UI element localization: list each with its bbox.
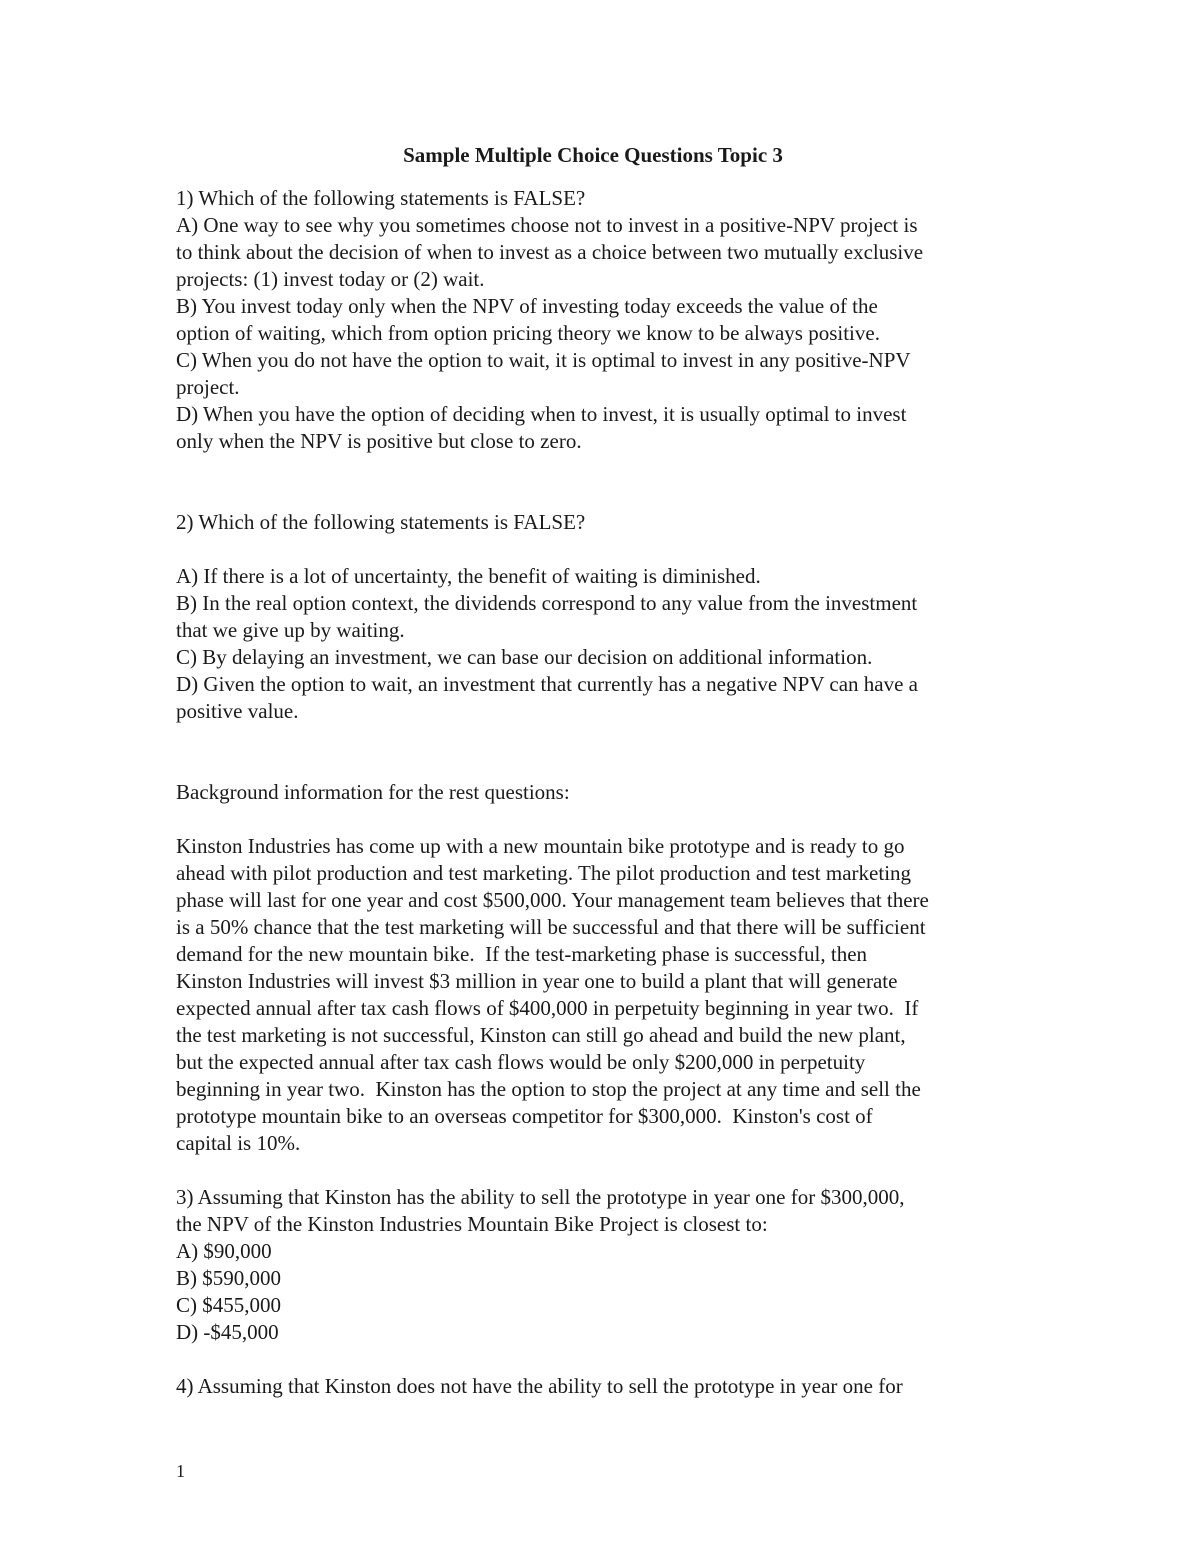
question-2-option-a [176, 563, 1036, 590]
option-d-line: only when the NPV is positive but close to zero. [176, 429, 582, 453]
question-2-option-d [176, 671, 1036, 725]
background-paragraph [176, 833, 1036, 1157]
question-1-option-b [176, 293, 1036, 347]
question-3-stem: the NPV of the Kinston Industries Mountain Bike Project is closest to: [176, 1212, 768, 1236]
option-a-line: A) One way to see why you sometimes choose not to invest in a positive-NPV project is [176, 213, 918, 237]
paragraph-line: capital is 10%. [176, 1131, 301, 1155]
page-title: Sample Multiple Choice Questions Topic 3 [403, 143, 783, 167]
paragraph-line: demand for the new mountain bike. If the test-marketing phase is successful, then [176, 942, 868, 966]
question-3-option-c: C) $455,000 [176, 1293, 281, 1317]
question-4 [176, 1373, 1036, 1400]
question-3-option-b: B) $590,000 [176, 1266, 281, 1290]
option-d-line: D) Given the option to wait, an investment that currently has a negative NPV can have a [176, 672, 918, 696]
question-3-option-a: A) $90,000 [176, 1239, 272, 1263]
option-a-line: to think about the decision of when to invest as a choice between two mutually exclusive [176, 240, 924, 264]
spacer [176, 725, 1036, 779]
option-c-line: project. [176, 375, 240, 399]
question-1-stem: 1) Which of the following statements is FALSE? [176, 186, 586, 210]
spacer [176, 1157, 1036, 1184]
paragraph-line: the test marketing is not successful, Kinston can still go ahead and build the new plant, [176, 1023, 906, 1047]
paragraph-line: ahead with pilot production and test marketing. The pilot production and test marketing [176, 861, 912, 885]
question-1-option-a [176, 212, 1036, 293]
question-4-stem: 4) Assuming that Kinston does not have the ability to sell the prototype in year one for [176, 1374, 903, 1398]
option-c-line: C) By delaying an investment, we can base our decision on additional information. [176, 645, 873, 669]
spacer [176, 806, 1036, 833]
option-d-line: D) When you have the option of deciding when to invest, it is usually optimal to invest [176, 402, 907, 426]
option-c-line: C) When you do not have the option to wait, it is optimal to invest in any positive-NPV [176, 348, 911, 372]
question-3-option-d: D) -$45,000 [176, 1320, 279, 1344]
question-1-option-c [176, 347, 1036, 401]
page-content [176, 142, 1036, 1400]
spacer [176, 455, 1036, 509]
question-2-option-c [176, 644, 1036, 671]
option-b-line: option of waiting, which from option pricing theory we know to be always positive. [176, 321, 880, 345]
option-a-line: A) If there is a lot of uncertainty, the benefit of waiting is diminished. [176, 564, 761, 588]
option-d-line: positive value. [176, 699, 299, 723]
option-b-line: B) In the real option context, the dividends correspond to any value from the investment [176, 591, 918, 615]
question-3-stem: 3) Assuming that Kinston has the ability to sell the prototype in year one for $300,000, [176, 1185, 905, 1209]
paragraph-line: Kinston Industries will invest $3 million in year one to build a plant that will generate [176, 969, 898, 993]
paragraph-line: but the expected annual after tax cash flows would be only $200,000 in perpetuity [176, 1050, 866, 1074]
background-section [176, 779, 1036, 1157]
question-2 [176, 509, 1036, 725]
page-number: 1 [176, 1461, 185, 1481]
paragraph-line: expected annual after tax cash flows of $400,000 in perpetuity beginning in year two. If [176, 996, 919, 1020]
question-2-option-b [176, 590, 1036, 644]
background-heading: Background information for the rest questions: [176, 780, 570, 804]
question-1 [176, 185, 1036, 455]
question-1-option-d [176, 401, 1036, 455]
spacer [176, 1346, 1036, 1373]
spacer [176, 536, 1036, 563]
option-a-line: projects: (1) invest today or (2) wait. [176, 267, 485, 291]
paragraph-line: is a 50% chance that the test marketing will be successful and that there will be sufficient [176, 915, 926, 939]
option-b-line: B) You invest today only when the NPV of investing today exceeds the value of the [176, 294, 878, 318]
paragraph-line: Kinston Industries has come up with a new mountain bike prototype and is ready to go [176, 834, 905, 858]
question-2-stem: 2) Which of the following statements is FALSE? [176, 510, 586, 534]
paragraph-line: beginning in year two. Kinston has the option to stop the project at any time and sell the [176, 1077, 921, 1101]
option-b-line: that we give up by waiting. [176, 618, 405, 642]
question-3 [176, 1184, 1036, 1346]
paragraph-line: phase will last for one year and cost $500,000. Your management team believes that there [176, 888, 929, 912]
paragraph-line: prototype mountain bike to an overseas competitor for $300,000. Kinston's cost of [176, 1104, 873, 1128]
